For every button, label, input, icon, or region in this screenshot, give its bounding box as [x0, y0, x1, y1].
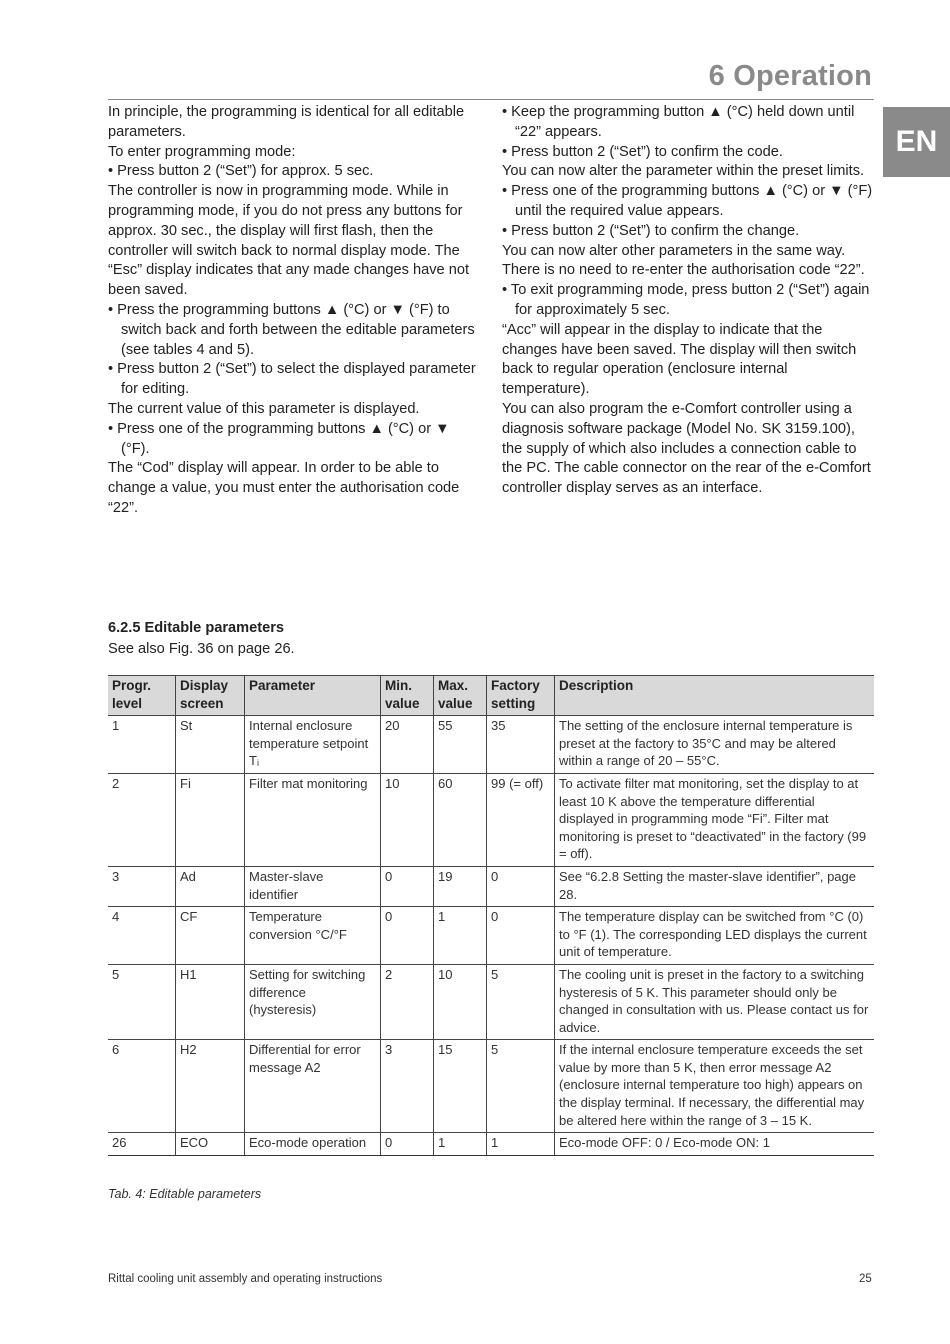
- column-header: Parameter: [245, 676, 381, 716]
- paragraph: You can now alter other parameters in the same way. There is no need to re-enter the authorisation code “22”.: [502, 242, 865, 279]
- table-row: [108, 716, 874, 774]
- table-cell: 20: [381, 716, 434, 774]
- column-header: Progr. level: [108, 676, 176, 716]
- header-rule: [108, 99, 874, 100]
- chapter-title: 6 Operation: [708, 60, 872, 92]
- table-cell: The temperature display can be switched from °C (0) to °F (1). The corresponding LED displays the current unit of temperature.: [555, 907, 875, 965]
- paragraph: You can now alter the parameter within the preset limits.: [502, 163, 865, 180]
- table-cell: H2: [176, 1040, 245, 1133]
- table-caption: Tab. 4: Editable parameters: [108, 1187, 262, 1201]
- table-cell: Filter mat monitoring: [245, 773, 381, 866]
- bullet-item: • Press the programming buttons ▲ (°C) or ▼ (°F) to switch back and forth between the editable parameters (see tables 4 and 5).: [108, 301, 475, 358]
- table-cell: 1: [108, 716, 176, 774]
- language-tab: EN: [883, 107, 950, 177]
- right-column: [502, 103, 874, 499]
- paragraph: The “Cod” display will appear. In order to be able to change a value, you must enter the authorisation code “22”.: [108, 460, 460, 516]
- table-cell: Setting for switching difference (hysteresis): [245, 964, 381, 1039]
- bullet-item: • Press button 2 (“Set”) to confirm the change.: [502, 222, 800, 239]
- table-cell: 35: [487, 716, 555, 774]
- table-cell: 10: [381, 773, 434, 866]
- bullet-item: • Press button 2 (“Set”) for approx. 5 sec.: [108, 163, 374, 180]
- table-cell: 2: [381, 964, 434, 1039]
- table-cell: 55: [434, 716, 487, 774]
- table-cell: H1: [176, 964, 245, 1039]
- table-cell: 5: [487, 1040, 555, 1133]
- table-cell: 60: [434, 773, 487, 866]
- table-cell: Eco-mode operation: [245, 1133, 381, 1156]
- paragraph: You can also program the e-Comfort controller using a diagnosis software package (Model No. SK 3159.100), the supply of which also includes a connection cable to the PC. The cable connector on the rear of the e-Comfort controller display serves as an interface.: [502, 400, 871, 497]
- table-cell: 5: [108, 964, 176, 1039]
- bullet-item: • Press one of the programming buttons ▲ (°C) or ▼ (°F) until the required value appears.: [502, 183, 873, 219]
- table-cell: 1: [487, 1133, 555, 1156]
- table-cell: 3: [108, 866, 176, 906]
- bullet-item: • Press one of the programming buttons ▲ (°C) or ▼ (°F).: [108, 420, 450, 457]
- table-row: [108, 866, 874, 906]
- paragraph: To enter programming mode:: [108, 143, 296, 160]
- table-cell: 0: [487, 907, 555, 965]
- table-cell: 26: [108, 1133, 176, 1156]
- table-cell: Ad: [176, 866, 245, 906]
- left-column: [108, 103, 480, 519]
- table-cell: 1: [434, 1133, 487, 1156]
- table-cell: 3: [381, 1040, 434, 1133]
- paragraph: The controller is now in programming mode. While in programming mode, if you do not press any buttons for approx. 30 sec., the display will first flash, then the controller will switch back to normal display mode. The “Esc” display indicates that any made changes have not been saved.: [108, 183, 469, 299]
- table-cell: 0: [381, 866, 434, 906]
- table-row: [108, 1040, 874, 1133]
- footer-document-title: Rittal cooling unit assembly and operating instructions: [108, 1273, 383, 1285]
- table-cell: 10: [434, 964, 487, 1039]
- table-cell: To activate filter mat monitoring, set the display to at least 10 K above the temperature differential displayed in programming mode “Fi”. Filter mat monitoring is preset to “deactivated” in the factory (99 = off).: [555, 773, 875, 866]
- table-cell: If the internal enclosure temperature exceeds the set value by more than 5 K, then error message A2 (enclosure internal temperature too high) appears on the display terminal. If necessary, the differential may be altered here within the range of 3 – 15 K.: [555, 1040, 875, 1133]
- table-cell: The cooling unit is preset in the factory to a switching hysteresis of 5 K. This parameter should only be changed in consultation with us. Please contact us for advice.: [555, 964, 875, 1039]
- table-cell: 15: [434, 1040, 487, 1133]
- section-subtitle: See also Fig. 36 on page 26.: [108, 641, 295, 657]
- column-header: Min. value: [381, 676, 434, 716]
- table-cell: Internal enclosure temperature setpoint Tᵢ: [245, 716, 381, 774]
- table-cell: Fi: [176, 773, 245, 866]
- table-row: [108, 1133, 874, 1156]
- table-cell: ECO: [176, 1133, 245, 1156]
- table-row: [108, 907, 874, 965]
- editable-parameters-table: [108, 675, 874, 1156]
- table-cell: 99 (= off): [487, 773, 555, 866]
- table-cell: Temperature conversion °C/°F: [245, 907, 381, 965]
- table-cell: CF: [176, 907, 245, 965]
- table-cell: 0: [487, 866, 555, 906]
- table-cell: St: [176, 716, 245, 774]
- table-cell: Differential for error message A2: [245, 1040, 381, 1133]
- table-cell: 4: [108, 907, 176, 965]
- table-cell: Eco-mode OFF: 0 / Eco-mode ON: 1: [555, 1133, 875, 1156]
- table-header-row: [108, 676, 874, 716]
- table-cell: 19: [434, 866, 487, 906]
- bullet-item: • Press button 2 (“Set”) to confirm the code.: [502, 143, 783, 160]
- table-cell: Master-slave identifier: [245, 866, 381, 906]
- table-cell: 0: [381, 907, 434, 965]
- table-cell: 2: [108, 773, 176, 866]
- table-cell: See “6.2.8 Setting the master-slave identifier”, page 28.: [555, 866, 875, 906]
- column-header: Description: [555, 676, 875, 716]
- page-number: 25: [859, 1273, 872, 1285]
- table-row: [108, 773, 874, 866]
- table-cell: 0: [381, 1133, 434, 1156]
- column-header: Display screen: [176, 676, 245, 716]
- paragraph: “Acc” will appear in the display to indicate that the changes have been saved. The display will then switch back to regular operation (enclosure internal temperature).: [502, 321, 857, 398]
- table-cell: 5: [487, 964, 555, 1039]
- paragraph: In principle, the programming is identical for all editable parameters.: [108, 104, 465, 140]
- table-row: [108, 964, 874, 1039]
- bullet-item: • Press button 2 (“Set”) to select the displayed parameter for editing.: [108, 361, 476, 398]
- column-header: Factory setting: [487, 676, 555, 716]
- paragraph: The current value of this parameter is displayed.: [108, 400, 420, 417]
- table-cell: The setting of the enclosure internal temperature is preset at the factory to 35°C and may be altered within a range of 20 – 55°C.: [555, 716, 875, 774]
- bullet-item: • To exit programming mode, press button 2 (“Set”) again for approximately 5 sec.: [502, 282, 870, 318]
- column-header: Max. value: [434, 676, 487, 716]
- section-title: 6.2.5 Editable parameters: [108, 620, 285, 636]
- table-cell: 6: [108, 1040, 176, 1133]
- bullet-item: • Keep the programming button ▲ (°C) held down until “22” appears.: [502, 104, 855, 140]
- table-cell: 1: [434, 907, 487, 965]
